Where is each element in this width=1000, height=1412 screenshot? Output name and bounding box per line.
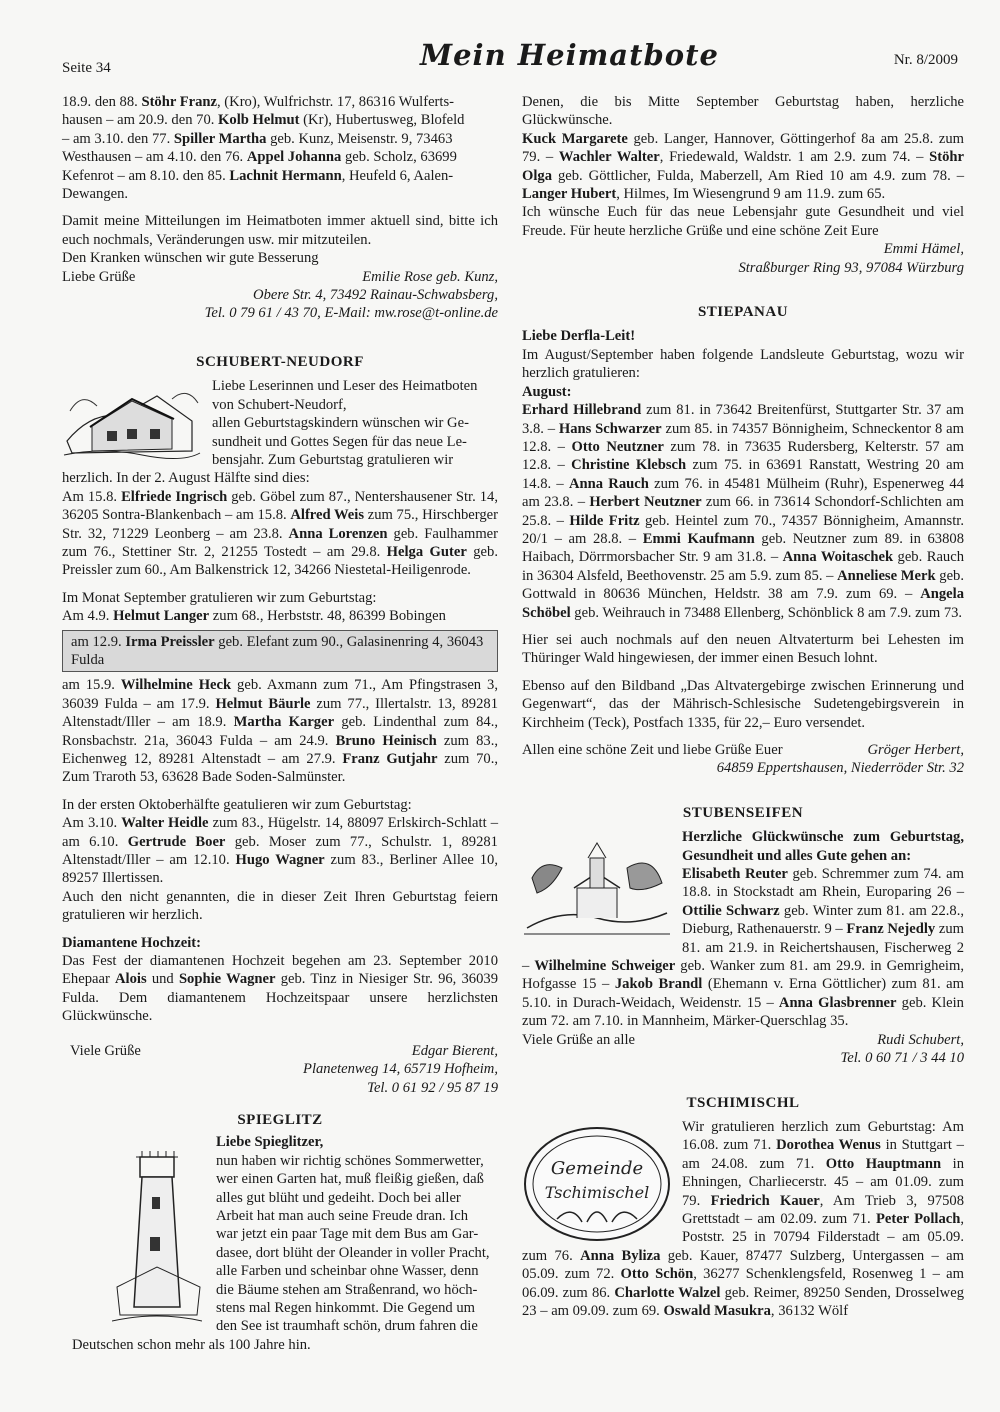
left-column [62,93,498,1354]
house-drawing-icon [62,381,202,461]
signature-name: Emilie Rose geb. Kunz, [362,268,498,285]
birthday-list: Kuck Margarete geb. Langer, Hannover, Göttingerhof 8a am 25.8. zum 79. – Wachler Walter, Friedewald, Waldstr. 1 am 2.9. zum 74. – Stöhr Olga geb. Göttlicher, Fulda, Maberzell, Am Ried 10 am 4.9. zum 78. – Langer Hubert, Hilmes, Im Wiesengrund 9 am 11.9. zum 65. [522,130,965,203]
text-line: bensjahr. Zum Geburtstag gratulieren wir [212,451,454,468]
highlighted-birthday-box: am 12.9. Irma Preissler geb. Elefant zum 90., Galasinenring 4, 36043 Fulda [62,630,498,673]
stubenseifen-list: Elisabeth Reuter geb. Schremmer zum 74. am 18.8. in Stockstadt am Rhein, Europaring 26 – Ottilie Schwarz geb. Winter zum 81. am 22.8., Dieburg, Rathenauerstr. 9 – Franz Nejedly zum 81. am 21.9. in Reichertshausen, Fischerweg 2 – Wilhelmine Schweiger geb. Wanker zum 81. am 29.9. in Gemrigheim, Hofgasse 15 – Jakob Brandl (Ehemann v. Erna Göttlicher) zum 81. am 5.10. in Durach-Weidach, Weidenstr. 15 – Anna Glasbrenner geb. Klein zum 72. am 7.10. in Mannheim, Märker-Querschlag 35. [522,866,964,1030]
stubenseifen-intro: Herzliche Glückwünsche zum Geburtstag, Gesundheit und alles Gute gehen an: [682,829,964,864]
text-line: den See ist traumhaft schön, drum fahren die [216,1318,478,1335]
page-number: Seite 34 [62,60,111,76]
tower-drawing-icon [112,1137,202,1327]
september-intro: Im Monat September gratulieren wir zum Geburtstag: [62,589,377,606]
issue-number: Nr. 8/2009 [893,52,958,68]
text-line: – am 3.10. den 77. Spiller Martha geb. Kunz, Meisenstr. 9, 73463 [62,130,453,147]
october-list: Am 3.10. Walter Heidle zum 83., Hügelstr. 14, 88097 Erlskirch-Schlatt – am 6.10. Gertrude Boer geb. Moser zum 77., Schulstr. 1, 89281 Altenstadt/Iller – am 12.10. Hugo Wagner zum 83., Berliner Allee 10, 89257 Illertissen. [62,815,499,887]
stiepanau-list: Erhard Hillebrand zum 81. in 73642 Breitenfürst, Stuttgarter Str. 37 am 3.8. – Hans Schwarzer zum 85. in 74357 Bönnigheim, Schneckentor 8 am 12.8. – Otto Neutzner zum 78. in 73635 Rudersberg, Kelterstr. 57 am 12.8. – Christine Klebsch zum 75. in 63691 Ranstatt, Westring 20 am 14.8. – Anna Rauch zum 76. in 45481 Mülheim (Ruhr), Espenerweg 44 am 23.8. – Herbert Neutzner zum 66. in 73614 Schondorf-Schlichten am 25.8. – Hilde Fritz geb. Heintel zum 70., 74357 Bönnigheim, Amannstr. 20/1 – am 28.8. – Emmi Kaufmann geb. Neutzner zum 89. in 63808 Haibach, Dörrmorsbacher Str. 9 am 31.8. – Anna Woitaschek geb. Rauch in 36304 Alsfeld, Beethovenstr. 25 am 5.9. zum 85. – Anneliese Merk geb. Gottwald in 80636 München, Heldstr. 38 am 7.9. zum 69. – Angela Schöbel geb. Weihrauch in 73488 Ellenberg, Schönblick 8 am 7.9. zum 73. [522,402,965,621]
signature-address: Obere Str. 4, 73492 Rainau-Schwabsberg, [253,287,498,304]
diamond-text: Das Fest der diamantenen Hochzeit begehen am 23. September 2010 Ehepaar Alois und Sophie Wagner geb. Tinz in Niesiger Str. 96, 36039 Fulda. Dem diamantenem Hochzeitspaar unsere herzlichsten Glückwünsche. [62,953,498,1025]
text-line: herzlich. In der 2. August Hälfte sind dies: [62,470,310,487]
text-line: 18.9. den 88. Stöhr Franz, (Kro), Wulfrichstr. 17, 86316 Wulferts- [62,94,455,110]
salutation: Liebe Spieglitzer, [216,1134,324,1151]
signature-name: Rudi Schubert, [877,1031,964,1048]
text-line: war jetzt ein paar Tage mit dem Bus am Gar- [216,1226,479,1243]
text-line: von Schubert-Neudorf, [212,396,347,413]
seal-text-2: Tschimischel [544,1182,650,1202]
text-line: stens mal Regen hinkommt. Die Gegend um [216,1299,475,1316]
text-line: Liebe Leserinnen und Leser des Heimatboten [212,378,478,395]
stiepanau-intro: Im August/September haben folgende Landsleute Geburtstag, wozu wir herzlich gratulieren: [522,346,964,382]
text-line: alle Farben und scheinbar ohne Wasser, denn [216,1263,479,1280]
intro-birthdays [62,93,498,203]
text-line: Kefenrot – am 8.10. den 85. Lachnit Hermann, Heufeld 6, Aalen- [62,167,454,184]
signature-name: Edgar Bierent, [411,1042,498,1059]
signature-row [62,268,498,286]
signature-row [62,1042,498,1060]
signature-name: Gröger Herbert, [867,742,964,758]
signature-address: Straßburger Ring 93, 97084 Würzburg [738,259,964,276]
right-column [522,93,964,1320]
text-line: Arbeit hat man auch seine Freude dran. Ich [216,1207,469,1224]
signature-address: 64859 Eppertshausen, Niederröder Str. 32 [716,760,964,777]
signature-name: Emmi Hämel, [883,241,964,258]
text-line: allen Geburtstagskindern wünschen wir Ge- [212,415,469,432]
signature-address: Planetenweg 14, 65719 Hofheim, [303,1061,498,1078]
text-line: alles gut blüht und gedeiht. Doch bei aller [216,1189,461,1206]
section-title-tschimischl: TSCHIMISCHL [686,1094,800,1111]
greeting: Viele Grüße [70,1042,141,1059]
signature-contact: Tel. 0 79 61 / 43 70, E-Mail: mw.rose@t-online.de [204,305,498,322]
schubert-august-list: Am 15.8. Elfriede Ingrisch geb. Göbel zum 87., Nentershausener Str. 14, 36205 Sontra-Blankenbach – am 15.8. Alfred Weis zum 75., Hirschberger Str. 32, 71229 Leonberg – am 23.8. Anna Lorenzen geb. Faulhammer zum 76., Stettiner Str. 2, 21255 Tostedt – am 29.8. Helga Guter geb. Preissler zum 60., Am Balkenstrick 12, 34266 Niestetal-Heiligenrode. [62,488,499,579]
greeting: Liebe Grüße [62,268,136,285]
salutation: Liebe Derfla-Leit! [522,328,636,345]
signature-contact: Tel. 0 60 71 / 3 44 10 [840,1050,964,1067]
text-line: wer einen Garten hat, muß fleißig gießen, daß [216,1171,484,1188]
text-line: Westhausen – am 4.10. den 76. Appel Johanna geb. Scholz, 63699 [62,149,457,166]
greeting: Viele Grüße an alle [522,1031,635,1048]
signature-row [522,1031,964,1049]
text-line: Dewangen. [62,186,129,203]
spieglitz-last-line: Deutschen schon mehr als 100 Jahre hin. [72,1336,311,1353]
text-line: dasee, dort blüht der Oleander in voller Pracht, [216,1244,490,1261]
masthead-title: Mein Heimatbote [420,38,719,72]
section-title-stubenseifen: STUBENSEIFEN [682,804,804,821]
signature-row [522,741,964,759]
notice-paragraph: Damit meine Mitteilungen im Heimatboten immer aktuell sind, bitte ich euch nochmals, Veränderungen usw. mir mitzuteilen. [62,213,498,248]
sick-wish: Den Kranken wünschen wir gute Besserung [62,250,319,267]
church-drawing-icon [522,838,672,938]
tower-note: Hier sei auch nochmals auf den neuen Altvaterturm bei Lehesten im Thüringer Wald hingewiesen, der immer einen Besuch lohnt. [522,631,964,667]
others-note: Auch den nicht genannten, die in dieser Zeit Ihren Geburtstag feiern gratulieren wir herzlich. [62,888,498,924]
seal-text-1: Gemeinde [550,1157,644,1179]
greeting: Allen eine schöne Zeit und liebe Grüße Euer [522,742,783,758]
text-line: hausen – am 20.9. den 70. Kolb Helmut (Kr), Hubertusweg, Blofeld [62,112,465,129]
text-line: nun haben wir richtig schönes Sommerwetter, [216,1152,484,1169]
september-list: am 15.9. Wilhelmine Heck geb. Axmann zum 71., Am Pfingstrasen 3, 36039 Fulda – am 17.9. Helmut Bäurle zum 77., Illertalstr. 13, 89281 Altenstadt/Iller – am 18.9. Martha Karger geb. Lindenthal zum 84., Ronsbachstr. 21a, 36043 Fulda – am 24.9. Bruno Heinisch zum 83., Eichenweg 12, 89281 Altenstadt – am 27.9. Franz Gutjahr zum 70., Zum Traroth 53, 63628 Bade Soden-Salmünster. [62,677,498,786]
section-title-schubert-neudorf: SCHUBERT-NEUDORF [196,353,364,370]
text-line: die Bäume stehen am Straßenrand, wo höch- [216,1281,478,1298]
signature-contact: Tel. 0 61 92 / 95 87 19 [367,1079,498,1096]
september-entry: Am 4.9. Helmut Langer zum 68., Herbststr. 48, 86399 Bobingen [62,608,446,625]
municipality-seal-icon [522,1124,672,1244]
section-title-spieglitz: SPIEGLITZ [237,1111,323,1128]
intro-wishes: Denen, die bis Mitte September Geburtstag haben, herzliche Glückwünsche. [522,94,964,129]
text-line: sundheit und Gottes Segen für das neue Le- [212,433,467,450]
october-intro: In der ersten Oktoberhälfte geatulieren wir zum Geburtstag: [62,796,412,813]
diamond-title: Diamantene Hochzeit: [62,934,202,951]
tschimischl-list: Wir gratulieren herzlich zum Geburtstag: Am 16.08. zum 71. Dorothea Wenus in Stuttgart – am 24.08. zum 71. Otto Hauptmann in Ehningen, Charliecerstr. 45 – am 01.09. zum 79. Friedrich Kauer, Am Trieb 3, 97508 Grettstadt – am 02.09. zum 71. Peter Pollach, Poststr. 25 in 70794 Filderstadt – am 05.09. zum 76. Anna Byliza geb. Kauer, 87477 Sulzberg, Untergassen – am 05.09. zum 72. Otto Schön, 36277 Schenklengsfeld, Rosenweg 1 – am 06.09. zum 86. Charlotte Walzel geb. Reimer, 89250 Senden, Drosselweg 23 – am 09.09. zum 69. Oswald Masukra, 36132 Wölf [522,1118,965,1319]
book-note: Ebenso auf den Bildband „Das Altvatergebirge zwischen Erinnerung und Gegenwart“, das der Mährisch-Schlesische Sudetengebirgsverein in Kirchheim (Teck), Postfach 1335, für 22,– Euro versendet. [522,677,964,731]
wish-paragraph: Ich wünsche Euch für das neue Lebensjahr gute Gesundheit und viel Freude. Für heute herzliche Grüße und eine schöne Zeit Eure [522,204,964,239]
section-title-stiepanau: STIEPANAU [697,304,789,321]
august-label: August: [522,383,572,400]
